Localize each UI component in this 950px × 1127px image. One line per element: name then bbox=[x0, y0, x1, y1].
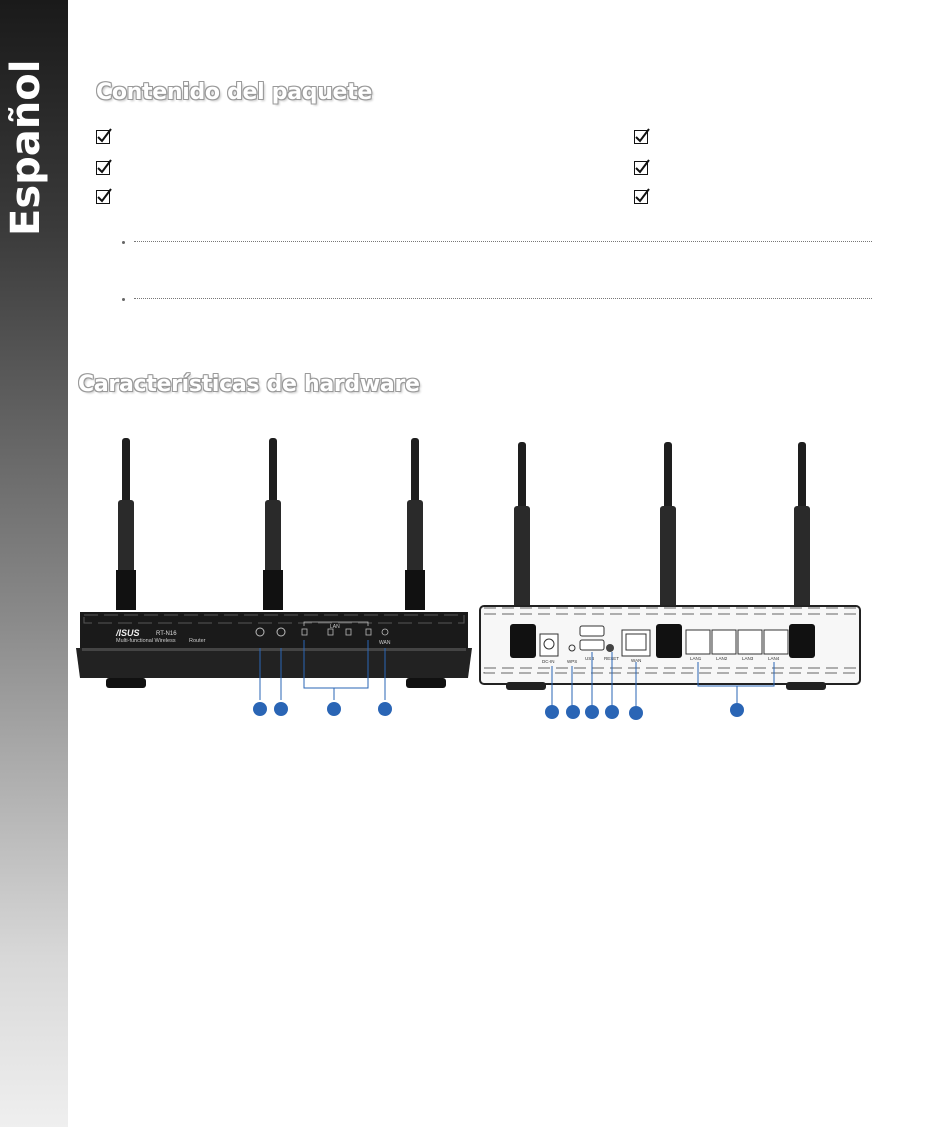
lan-port-icon bbox=[738, 630, 762, 654]
callout-marker bbox=[274, 702, 288, 716]
brand-logo-text: /ISUS bbox=[116, 628, 140, 638]
callout-marker bbox=[327, 702, 341, 716]
port-label: LAN4 bbox=[768, 656, 780, 661]
subtitle-text: Multi-functional Wireless bbox=[116, 638, 176, 644]
checked-box-icon bbox=[634, 190, 648, 204]
antenna-icon bbox=[263, 438, 283, 610]
callout-marker bbox=[730, 703, 744, 717]
callout-marker bbox=[566, 705, 580, 719]
callout-marker bbox=[605, 705, 619, 719]
checked-box-icon bbox=[96, 161, 110, 175]
antenna-icon bbox=[405, 438, 425, 610]
port-label: LAN1 bbox=[690, 656, 702, 661]
port-label: WAN bbox=[631, 658, 642, 663]
language-label: Español bbox=[3, 59, 49, 236]
router-type-text: Router bbox=[189, 638, 206, 644]
note-divider-bottom bbox=[134, 298, 872, 301]
checked-box-icon bbox=[96, 130, 110, 144]
router-front-illustration bbox=[76, 430, 476, 700]
router-back-illustration bbox=[476, 436, 866, 706]
port-label: DC-IN bbox=[542, 659, 555, 664]
antenna-icon bbox=[514, 442, 530, 626]
note-divider-top bbox=[134, 241, 872, 244]
callout-marker bbox=[378, 702, 392, 716]
callout-marker bbox=[253, 702, 267, 716]
antenna-icon bbox=[116, 438, 136, 610]
callout-marker bbox=[585, 705, 599, 719]
reset-button-icon bbox=[606, 644, 614, 652]
usb-port-icon bbox=[580, 640, 604, 650]
port-label: LAN2 bbox=[716, 656, 728, 661]
hardware-features-heading: Características de hardware bbox=[78, 372, 420, 397]
model-text: RT-N16 bbox=[156, 631, 177, 637]
language-side-tab bbox=[0, 0, 68, 1127]
port-label: WPS bbox=[567, 659, 578, 664]
callout-marker bbox=[629, 706, 643, 720]
note-bullet bbox=[122, 241, 125, 244]
port-label: USB bbox=[585, 656, 595, 661]
antenna-icon bbox=[794, 442, 810, 626]
checked-box-icon bbox=[634, 130, 648, 144]
lan-led-label: LAN bbox=[330, 624, 340, 630]
lan-port-icon bbox=[712, 630, 736, 654]
callout-marker bbox=[545, 705, 559, 719]
port-label: RESET bbox=[604, 656, 620, 661]
note-bullet bbox=[122, 298, 125, 301]
usb-port-icon bbox=[580, 626, 604, 636]
lan-port-icon bbox=[764, 630, 788, 654]
antenna-icon bbox=[660, 442, 676, 626]
checked-box-icon bbox=[634, 161, 648, 175]
port-label: LAN3 bbox=[742, 656, 754, 661]
dc-in-port-icon bbox=[540, 634, 558, 656]
wan-led-label: WAN bbox=[379, 640, 391, 646]
lan-port-icon bbox=[686, 630, 710, 654]
package-contents-heading: Contenido del paquete bbox=[96, 80, 373, 105]
checked-box-icon bbox=[96, 190, 110, 204]
